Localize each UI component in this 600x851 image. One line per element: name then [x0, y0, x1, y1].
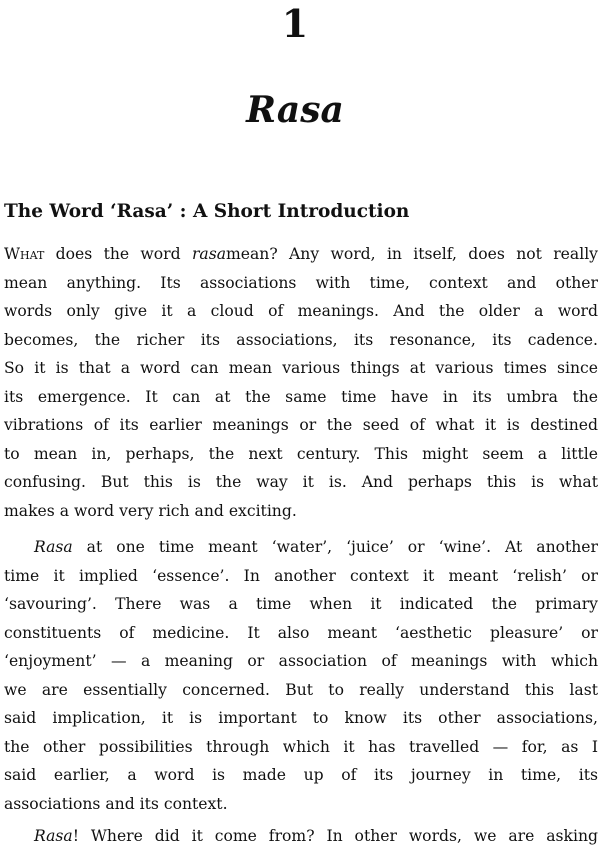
text-line: Rasa! Where did it come from? In other words, we are asking: [34, 827, 598, 845]
text-line: ‘savouring’. There was a time when it indicated the primary: [4, 595, 598, 613]
text-line: to mean in, perhaps, the next century. This might seem a little: [4, 444, 598, 463]
text-line: becomes, the richer its associations, its resonance, its cadence.: [4, 330, 598, 349]
text-line: the other possibilities through which it has travelled — for, as I: [4, 737, 598, 756]
chapter-title: Rasa: [246, 89, 344, 131]
text-line: we are essentially concerned. But to really understand this last: [4, 680, 598, 699]
text-line: constituents of medicine. It also meant ‘aesthetic pleasure’ or: [4, 623, 598, 642]
section-heading: The Word ‘Rasa’ : A Short Introduction: [4, 201, 410, 222]
small-caps-lead: What: [4, 245, 45, 263]
text-line: makes a word very rich and exciting.: [4, 501, 297, 520]
paragraph-1: [4, 240, 598, 525]
italic-lead: Rasa: [34, 538, 73, 556]
chapter-number: 1: [281, 1, 309, 46]
text-line: Rasa at one time meant ‘water’, ‘juice’ or ‘wine’. At another: [34, 538, 598, 556]
text-line: words only give it a cloud of meanings. And the older a word: [4, 302, 598, 320]
text-line: So it is that a word can mean various things at various times since: [4, 359, 598, 377]
paragraph-3: [4, 822, 598, 851]
text-line: vibrations of its earlier meanings or the seed of what it is destined: [4, 416, 598, 434]
text-line: What does the word rasamean? Any word, in itself, does not really: [4, 245, 598, 263]
paragraph-2: [4, 533, 598, 818]
text-line: associations and its context.: [4, 794, 228, 813]
text-line: its emergence. It can at the same time have in its umbra the: [4, 387, 598, 406]
text-line: said implication, it is important to know its other associations,: [4, 709, 598, 727]
text-line: confusing. But this is the way it is. And perhaps this is what: [4, 473, 598, 491]
text-line: mean anything. Its associations with time, context and other: [4, 273, 598, 292]
text-line: ‘enjoyment’ — a meaning or association of meanings with which: [4, 652, 598, 670]
italic-word: rasa: [191, 245, 226, 263]
italic-lead: Rasa: [34, 827, 73, 845]
text-line: time it implied ‘essence’. In another context it meant ‘relish’ or: [4, 566, 598, 585]
text-line: said earlier, a word is made up of its journey in time, its: [4, 766, 598, 784]
